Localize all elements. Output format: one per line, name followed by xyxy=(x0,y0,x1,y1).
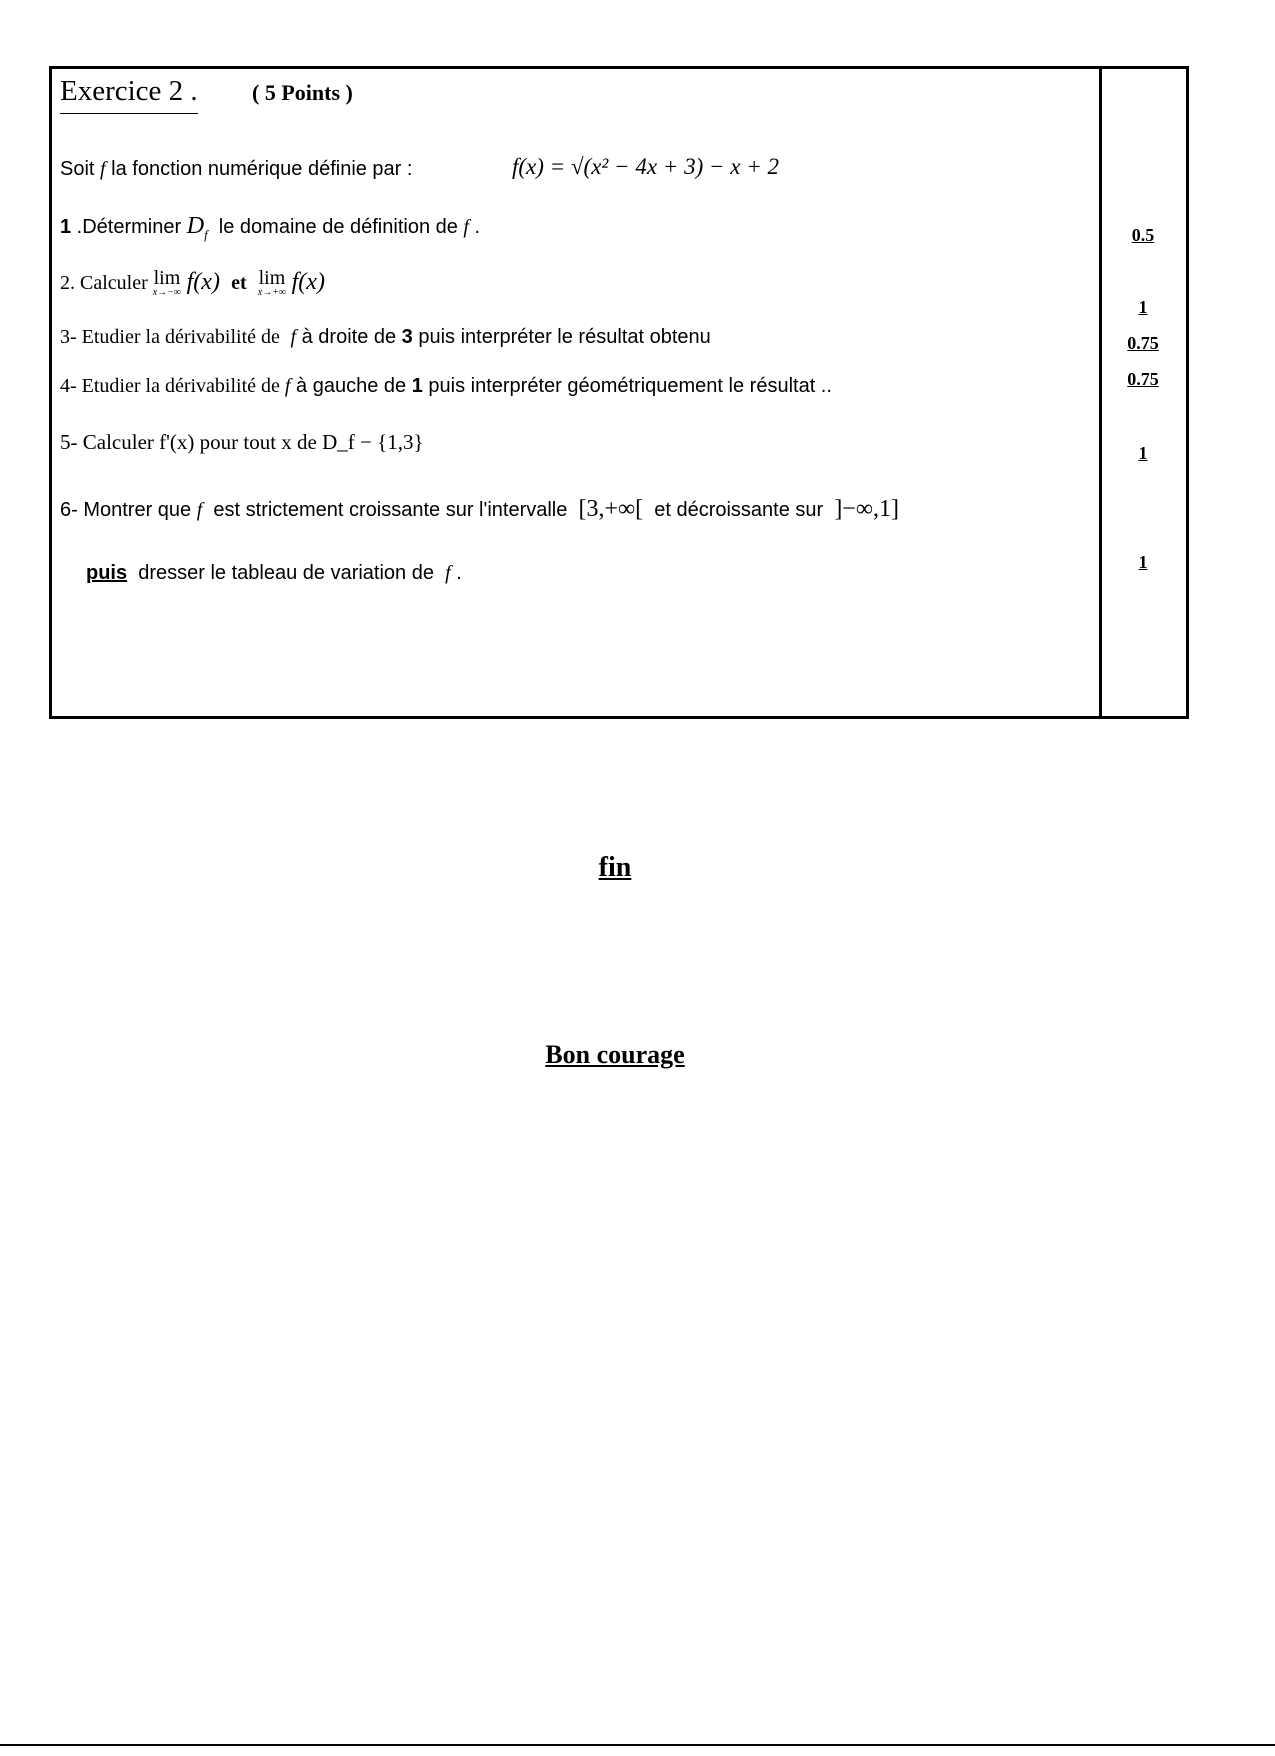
question-3: 3- Etudier la dérivabilité de f à droite de 3 puis interpréter le résultat obtenu xyxy=(60,326,711,348)
question-6: 6- Montrer que f est strictement croissante sur l'intervalle [3,+∞[ et décroissante sur ]−∞,1] xyxy=(60,496,899,522)
points-q2: 1 xyxy=(1138,297,1148,317)
points-q4: 0.75 xyxy=(1127,369,1159,389)
points-q1: 0.5 xyxy=(1131,225,1155,245)
bottom-rule xyxy=(0,1744,1275,1746)
end-label: fin xyxy=(598,852,632,883)
question-5 xyxy=(60,430,424,455)
exercise-points: ( 5 Points ) xyxy=(252,80,353,105)
function-formula: f(x) = √(x² − 4x + 3) − x + 2 xyxy=(512,154,779,179)
closing-label: Bon courage xyxy=(545,1040,685,1069)
points-q6: 1 xyxy=(1138,552,1148,572)
points-column-divider xyxy=(1099,66,1102,716)
question-4: 4- Etudier la dérivabilité de f à gauche de 1 puis interpréter géométriquement le résultat .. xyxy=(60,375,832,397)
exercise-title: Exercice 2 . xyxy=(60,75,198,108)
question-2: 2. Calculer lim x→−∞ f(x) et lim x→+∞ f(x) xyxy=(60,267,325,298)
points-q5: 1 xyxy=(1138,443,1148,463)
points-q3: 0.75 xyxy=(1127,333,1159,353)
question-5-text: Calculer f'(x) pour tout x de D_f − {1,3} xyxy=(82,430,424,454)
question-1: 1 .Déterminer $D_f$ le domaine de définition de f . xyxy=(60,213,481,242)
question-6-continuation: puis dresser le tableau de variation de f . xyxy=(86,562,462,584)
intro-line: Soit f la fonction numérique définie par : xyxy=(60,158,413,180)
question-5-number: 5- xyxy=(60,430,78,454)
